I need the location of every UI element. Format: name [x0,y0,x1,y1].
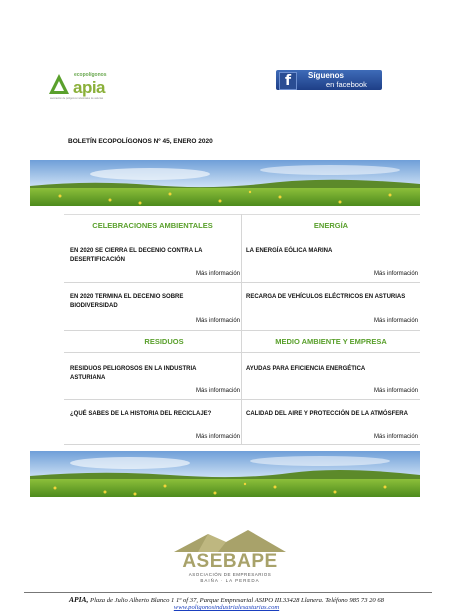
section1-divider [241,214,242,330]
facebook-line2: en facebook [326,80,367,89]
banner-bottom-image [30,451,420,497]
more-info-link[interactable]: Más información [373,318,418,324]
section1-top-rule [64,214,420,215]
row-divider [64,282,420,283]
row-divider [64,352,420,353]
more-info-link[interactable]: Más información [195,271,240,277]
row-divider [64,399,420,400]
apia-logo [48,70,118,104]
bulletin-title: BOLETÍN ECOPOLÍGONOS Nº 45, ENERO 2020 [68,138,213,145]
apia-tagline: asociación de polígonos industriales de asturias [50,97,104,100]
more-info-link[interactable]: Más información [373,271,418,277]
news-title: LA ENERGÍA EÓLICA MARINA [246,248,333,254]
apia-small-text: ecopolígonos [74,72,107,78]
facebook-line1: Síguenos [308,71,345,80]
apia-big-text: apia [73,78,106,97]
asebape-logo [168,528,292,588]
news-title: CALIDAD DEL AIRE Y PROTECCIÓN DE LA ATMÓSFERA [246,411,408,417]
more-info-link[interactable]: Más información [195,434,240,440]
facebook-button[interactable] [276,70,382,90]
footer-rule [24,592,432,593]
section2-divider [241,330,242,444]
section-heading-residuos: RESIDUOS [144,337,184,346]
asebape-location: BAIÑA · LA PEREDA [200,578,260,583]
asebape-subtitle: ASOCIACIÓN DE EMPRESARIOS [188,572,272,577]
more-info-link[interactable]: Más información [195,318,240,324]
section-heading-celebraciones: CELEBRACIONES AMBIENTALES [92,221,213,230]
news-title: RECARGA DE VEHÍCULOS ELÉCTRICOS EN ASTURIAS [246,294,406,300]
section-heading-medio-ambiente: MEDIO AMBIENTE Y EMPRESA [275,337,387,346]
footer-address [0,595,453,604]
news-title: EN 2020 SE CIERRA EL DECENIO CONTRA LA DESERTIFICACIÓN [70,248,203,263]
row-divider [64,330,420,331]
footer-website-link[interactable]: www.poligonosindustrialesasturias.com [173,604,280,611]
footer-address-text: Plaza de Julio Alberto Blanco 1 1º of 37, Parque Empresarial ASIPO III.33428 Llanera. Teléfono 985 73 20 68 [88,597,384,604]
apia-triangle-icon [48,73,70,95]
news-title: EN 2020 TERMINA EL DECENIO SOBRE BIODIVERSIDAD [70,294,184,309]
asebape-name: ASEBAPE [182,551,278,572]
news-title: AYUDAS PARA EFICIENCIA ENERGÉTICA [246,366,366,372]
banner-top-image [30,160,420,206]
more-info-link[interactable]: Más información [195,388,240,394]
row-divider [64,444,420,445]
news-title: ¿QUÉ SABES DE LA HISTORIA DEL RECICLAJE? [70,411,212,417]
more-info-link[interactable]: Más información [373,388,418,394]
footer-org: APIA, [69,595,89,604]
news-title: RESIDUOS PELIGROSOS EN LA INDUSTRIA ASTURIANA [70,366,197,381]
facebook-icon: f [279,72,297,90]
more-info-link[interactable]: Más información [373,434,418,440]
section-heading-energia: ENERGÍA [313,221,349,230]
